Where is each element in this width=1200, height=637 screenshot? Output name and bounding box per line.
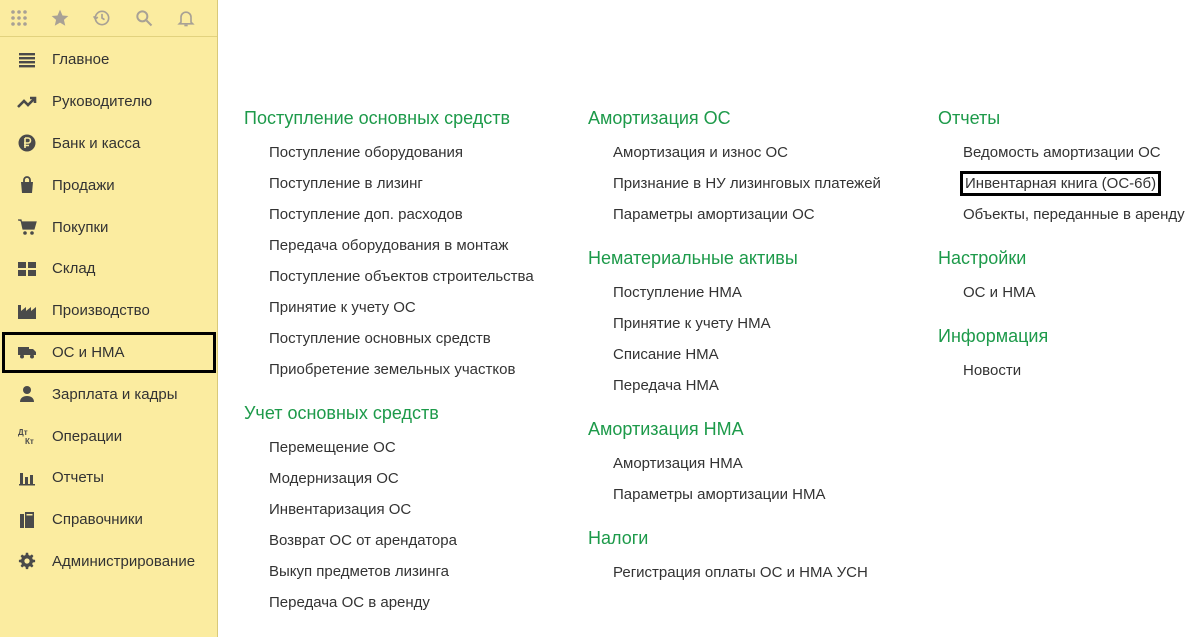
sidebar-item[interactable]: [0, 81, 217, 123]
sidebar-item[interactable]: [0, 248, 217, 290]
sidebar-item[interactable]: [0, 541, 217, 583]
menu-link-label: ОС и НМА: [963, 284, 1036, 301]
sidebar-item[interactable]: [0, 123, 217, 165]
group-title: Амортизация НМА: [588, 419, 744, 439]
menu-link-label: Инвентаризация ОС: [269, 501, 412, 518]
menu-link[interactable]: [244, 587, 534, 618]
bar-chart-icon: [17, 468, 37, 488]
menu-link[interactable]: [244, 525, 534, 556]
menu-link[interactable]: [588, 308, 881, 339]
sidebar-item-label: Отчеты: [52, 469, 104, 487]
menu-link-label: Амортизация и износ ОС: [613, 144, 788, 161]
sidebar-item[interactable]: [0, 39, 217, 81]
menu-link-label: Поступление основных средств: [269, 330, 491, 347]
menu-group: [938, 322, 1185, 386]
factory-icon: [17, 301, 37, 321]
history-icon[interactable]: [92, 7, 112, 29]
menu-group: [244, 399, 534, 618]
trend-up-icon: [17, 92, 37, 112]
menu-link-label: Выкуп предметов лизинга: [269, 563, 450, 580]
menu-link[interactable]: [938, 168, 1185, 199]
menu-link-label: Инвентарная книга (ОС-6б): [965, 175, 1157, 192]
menu-link[interactable]: [588, 339, 881, 370]
bell-icon[interactable]: [176, 7, 196, 29]
menu-link-label: Передача ОС в аренду: [269, 594, 430, 611]
menu-link[interactable]: [244, 556, 534, 587]
svg-text:Дт: Дт: [18, 428, 28, 438]
sidebar-nav: [0, 37, 217, 582]
menu-link[interactable]: [588, 168, 881, 199]
shopping-bag-icon: [17, 175, 37, 195]
menu-link[interactable]: [588, 199, 881, 230]
menu-group: [938, 244, 1185, 308]
menu-link[interactable]: [244, 261, 534, 292]
sidebar-item-label: Склад: [52, 260, 96, 278]
menu-link-label: Перемещение ОС: [269, 439, 396, 456]
sidebar-item[interactable]: [0, 164, 217, 206]
sidebar-item-label: Производство: [52, 302, 150, 320]
menu-link[interactable]: [938, 277, 1185, 308]
menu-link-label: Возврат ОС от арендатора: [269, 532, 457, 549]
group-title: Нематериальные активы: [588, 248, 798, 268]
menu-link[interactable]: [938, 137, 1185, 168]
menu-link-label: Передача оборудования в монтаж: [269, 237, 509, 254]
sidebar-item-label: ОС и НМА: [52, 343, 125, 361]
menu-group: [244, 104, 534, 385]
sidebar-item-label: Справочники: [52, 511, 143, 529]
star-icon[interactable]: [50, 7, 70, 29]
group-title: Налоги: [588, 528, 649, 548]
menu-link-label: Объекты, переданные в аренду: [963, 206, 1185, 223]
group-title: Отчеты: [938, 108, 1001, 128]
svg-text:Кт: Кт: [25, 437, 34, 446]
sidebar-item-label: Руководителю: [52, 93, 153, 111]
gear-icon: [17, 551, 37, 571]
apps-grid-icon[interactable]: [10, 7, 28, 29]
menu-link-label: Приобретение земельных участков: [269, 361, 516, 378]
sidebar-item-label: Главное: [52, 51, 110, 69]
menu-link-label: Признание в НУ лизинговых платежей: [613, 175, 881, 192]
truck-icon: [17, 342, 37, 362]
menu-link[interactable]: [588, 479, 881, 510]
menu-link-label: Поступление доп. расходов: [269, 206, 463, 223]
menu-link-label: Регистрация оплаты ОС и НМА УСН: [613, 564, 868, 581]
search-icon[interactable]: [134, 7, 154, 29]
menu-link[interactable]: [588, 137, 881, 168]
sidebar-item-label: Продажи: [52, 176, 115, 194]
sidebar-item[interactable]: [2, 332, 216, 374]
menu-group: [588, 524, 881, 588]
group-title: Амортизация ОС: [588, 108, 731, 128]
menu-link[interactable]: [588, 370, 881, 401]
menu-link[interactable]: [244, 463, 534, 494]
menu-link-label: Списание НМА: [613, 346, 719, 363]
sidebar-item-label: Операции: [52, 427, 123, 445]
sidebar-item[interactable]: [0, 206, 217, 248]
menu-group: [588, 104, 881, 230]
menu-link-label: Поступление НМА: [613, 284, 742, 301]
cart-icon: [17, 217, 37, 237]
menu-link[interactable]: [588, 448, 881, 479]
sidebar: [0, 0, 218, 637]
menu-group: [588, 244, 881, 401]
menu-link[interactable]: [244, 432, 534, 463]
menu-link-label: Параметры амортизации НМА: [613, 486, 826, 503]
sidebar-item[interactable]: [0, 373, 217, 415]
sidebar-item-label: Банк и касса: [52, 134, 141, 152]
menu-link[interactable]: [244, 494, 534, 525]
menu-link[interactable]: [588, 557, 881, 588]
sidebar-item[interactable]: [0, 457, 217, 499]
menu-link[interactable]: [244, 168, 534, 199]
menu-link-label: Новости: [963, 362, 1022, 379]
books-icon: [17, 510, 37, 530]
main-content: [219, 0, 1200, 637]
menu-link[interactable]: [938, 355, 1185, 386]
warehouse-icon: [17, 259, 37, 279]
group-title: Информация: [938, 326, 1049, 346]
group-title: Поступление основных средств: [244, 108, 511, 128]
debit-credit-icon: [17, 426, 37, 446]
column-2: [588, 104, 881, 602]
sidebar-item-label: Администрирование: [52, 552, 196, 570]
menu-link-label: Ведомость амортизации ОС: [963, 144, 1161, 161]
sidebar-item-label: Покупки: [52, 218, 109, 236]
menu-link-label: Передача НМА: [613, 377, 719, 394]
menu-link-label: Поступление объектов строительства: [269, 268, 534, 285]
menu-link[interactable]: [244, 137, 534, 168]
menu-link-label: Модернизация ОС: [269, 470, 399, 487]
ruble-coin-icon: [17, 133, 37, 153]
menu-link-label: Поступление в лизинг: [269, 175, 423, 192]
menu-link[interactable]: [244, 230, 534, 261]
column-1: [244, 104, 534, 632]
menu-group: [938, 104, 1185, 230]
menu-link[interactable]: [244, 199, 534, 230]
person-icon: [17, 384, 37, 404]
menu-link[interactable]: [938, 199, 1185, 230]
menu-link[interactable]: [244, 323, 534, 354]
menu-group: [588, 415, 881, 510]
menu-link[interactable]: [244, 354, 534, 385]
sidebar-item[interactable]: [0, 415, 217, 457]
sidebar-item[interactable]: [0, 499, 217, 541]
menu-link-label: Принятие к учету ОС: [269, 299, 416, 316]
sidebar-item-label: Зарплата и кадры: [52, 385, 178, 403]
menu-link-label: Принятие к учету НМА: [613, 315, 771, 332]
column-3: [938, 104, 1185, 400]
menu-link[interactable]: [588, 277, 881, 308]
menu-lines-icon: [17, 50, 37, 70]
menu-link-label: Амортизация НМА: [613, 455, 743, 472]
group-title: Настройки: [938, 248, 1027, 268]
menu-link[interactable]: [244, 292, 534, 323]
sidebar-toolbar: [0, 0, 217, 36]
menu-link-label: Параметры амортизации ОС: [613, 206, 815, 223]
sidebar-item[interactable]: [0, 290, 217, 332]
group-title: Учет основных средств: [244, 403, 439, 423]
menu-link-label: Поступление оборудования: [269, 144, 464, 161]
